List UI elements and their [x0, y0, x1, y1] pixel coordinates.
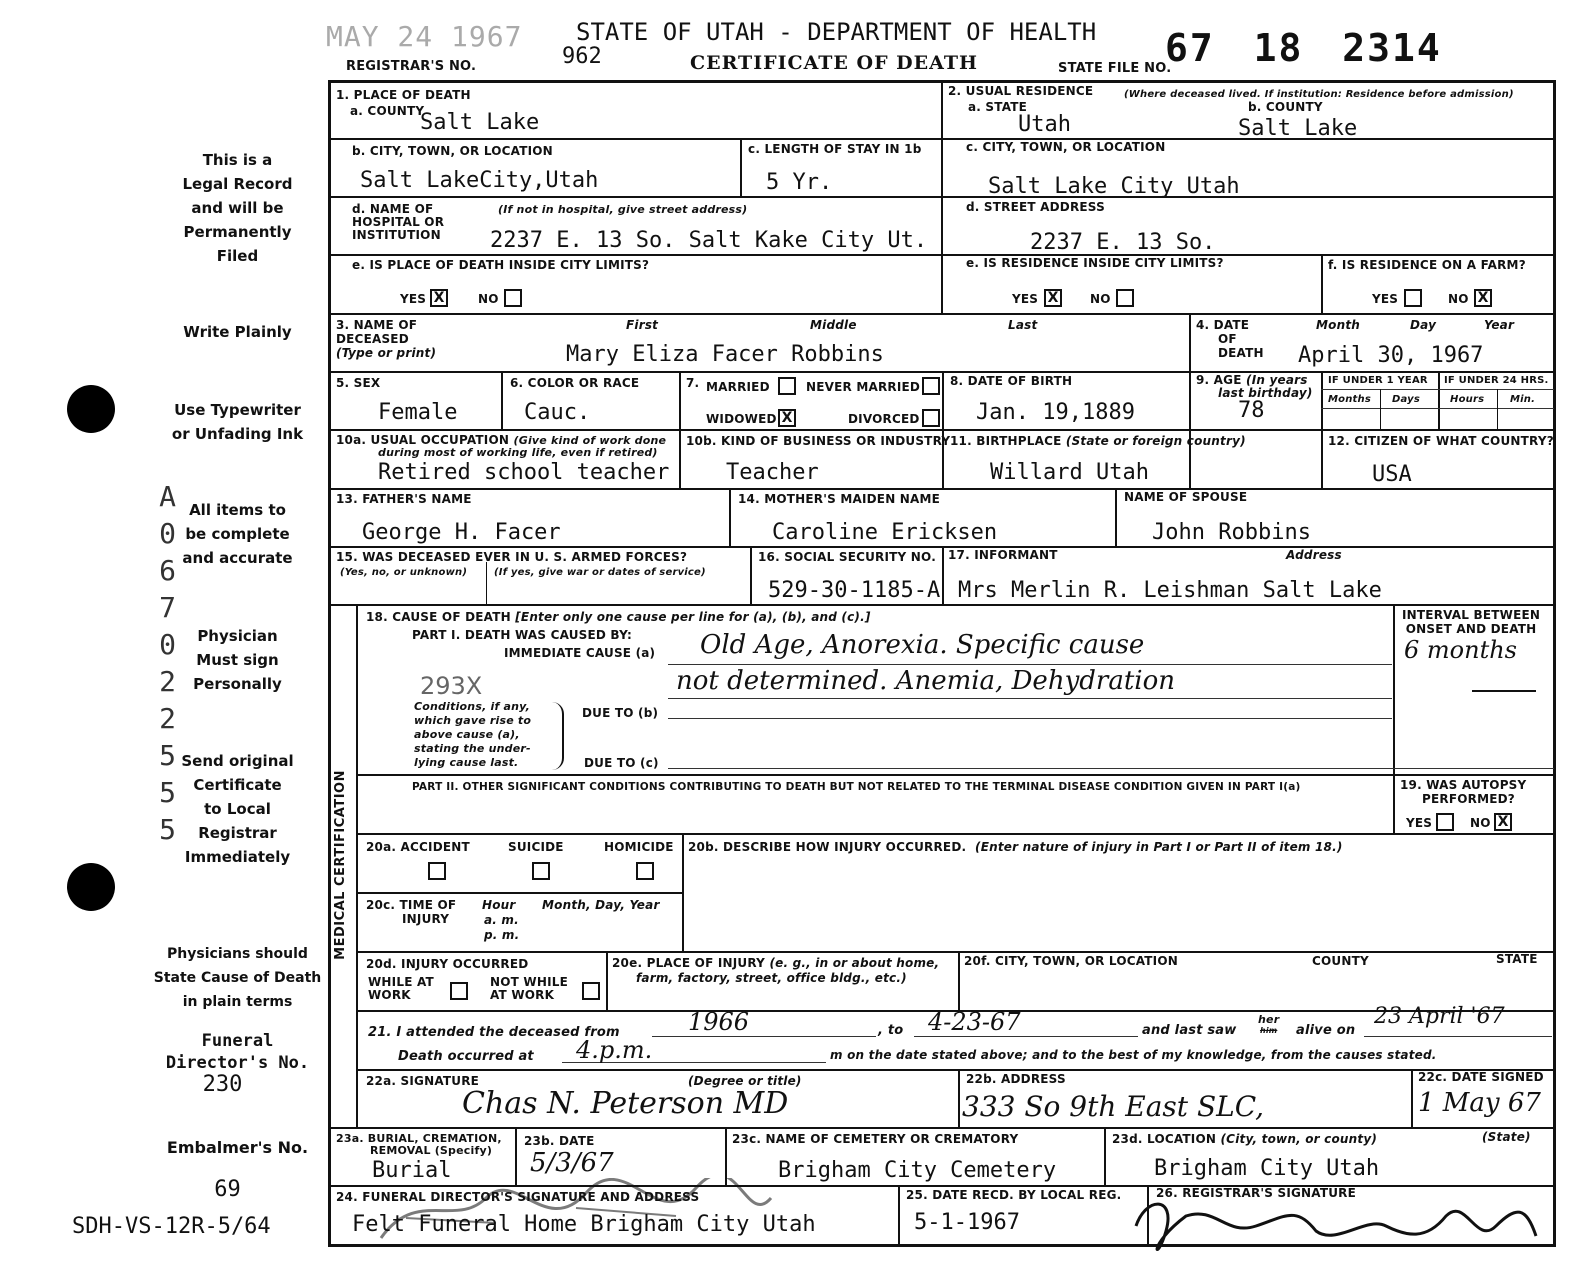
physician-note: Physician Must sign Personally: [193, 627, 282, 693]
label-occupation: 10a. USUAL OCCUPATION (Give kind of work done during most of working life, even if retired): [336, 433, 667, 459]
checkbox-place-city-yes[interactable]: X: [430, 289, 448, 307]
col-line: [958, 1069, 960, 1127]
label-while-at-work: WHILE AT WORK: [368, 975, 434, 1002]
value-citizen: USA: [1372, 462, 1412, 487]
col-line: [942, 546, 944, 604]
value-informant: Mrs Merlin R. Leishman Salt Lake: [958, 578, 1382, 603]
label-under-1-year: IF UNDER 1 YEAR: [1328, 375, 1428, 386]
label-registrar-signature: 26. REGISTRAR'S SIGNATURE: [1156, 1186, 1356, 1200]
label-yes: YES: [1406, 816, 1433, 830]
col-line: [501, 371, 503, 429]
value-physician-signature: Chas N. Peterson MD: [462, 1086, 789, 1121]
label-month: Month: [1316, 318, 1361, 332]
value-street-address: 2237 E. 13 So.: [1030, 230, 1216, 255]
value-code: 293X: [420, 672, 483, 700]
checkbox-homicide[interactable]: [636, 862, 654, 880]
label-armed-forces-note: (Yes, no, or unknown): [340, 567, 468, 578]
registrar-no: 962: [562, 44, 602, 69]
value-attended-from: 1966: [688, 1008, 750, 1036]
cause-b-line: [668, 718, 1392, 719]
label-married: MARRIED: [706, 380, 770, 394]
embalmer-no: 69: [214, 1177, 241, 1202]
registrar-no-label: REGISTRAR'S NO.: [346, 59, 477, 74]
value-mother: Caroline Ericksen: [772, 520, 998, 545]
label-name-of-deceased: 3. NAME OF DECEASED (Type or print): [336, 318, 437, 360]
label-date-received: 25. DATE RECD. BY LOCAL REG.: [906, 1188, 1122, 1202]
label-injury-description: 20b. DESCRIBE HOW INJURY OCCURRED. (Enter nature of injury in Part I or Part II of item 18.): [688, 840, 1343, 854]
checkbox-autopsy-no[interactable]: X: [1494, 813, 1512, 831]
label-industry: 10b. KIND OF BUSINESS OR INDUSTRY: [686, 434, 951, 448]
label-no: NO: [478, 292, 499, 306]
value-death-county: Salt Lake: [420, 110, 540, 135]
label-marital-7: 7.: [686, 376, 700, 390]
age-subline: [1321, 389, 1554, 390]
label-due-to-b: DUE TO (b): [582, 706, 659, 720]
col-line: [941, 82, 943, 313]
label-date-signed: 22c. DATE SIGNED: [1418, 1070, 1544, 1084]
write-plainly-note: Write Plainly: [183, 323, 292, 341]
checkbox-res-city-no[interactable]: [1116, 289, 1134, 307]
col-line: [1321, 254, 1323, 313]
label-interval: INTERVAL BETWEEN ONSET AND DEATH: [1402, 608, 1541, 636]
label-place-of-death: 1. PLACE OF DEATH: [336, 88, 471, 102]
label-conditions: Conditions, if any, which gave rise to above cause (a), stating the under- lying cause last.: [414, 700, 532, 769]
label-part-one: PART I. DEATH WAS CAUSED BY:: [412, 628, 632, 642]
value-social-security: 529-30-1185-A: [768, 578, 941, 603]
label-burial-location: 23d. LOCATION (City, town, or county): [1112, 1132, 1378, 1146]
label-injury-county: COUNTY: [1312, 954, 1369, 968]
label-farm: f. IS RESIDENCE ON A FARM?: [1328, 258, 1526, 272]
value-race: Cauc.: [524, 400, 591, 425]
label-hospital-note: (If not in hospital, give street address): [498, 203, 748, 216]
value-burial-date: 5/3/67: [530, 1148, 614, 1178]
col-line: [606, 951, 608, 1010]
col-line: [1104, 1127, 1106, 1185]
label-no: NO: [1470, 816, 1491, 830]
checkbox-place-city-no[interactable]: [504, 289, 522, 307]
label-minutes: Min.: [1510, 394, 1536, 405]
label-month-day-year: Month, Day, Year: [542, 898, 660, 912]
alive-on-line: [1364, 1036, 1552, 1037]
label-birthplace: 11. BIRTHPLACE (State or foreign country): [950, 434, 1246, 448]
label-hour: Hour a. m. p. m.: [482, 898, 520, 942]
checkbox-widowed[interactable]: X: [778, 409, 796, 427]
row-line: [330, 1127, 1554, 1129]
state-file-label: STATE FILE NO.: [1058, 61, 1172, 76]
value-last-seen: 23 April '67: [1374, 1004, 1505, 1029]
cause-a-line: [668, 664, 1392, 665]
label-accident: 20a. ACCIDENT: [366, 840, 470, 854]
label-first: First: [626, 318, 659, 332]
label-date-of-birth: 8. DATE OF BIRTH: [950, 374, 1073, 388]
label-date-of-death: 4. DATE OF DEATH: [1196, 318, 1264, 360]
label-widowed: WIDOWED: [706, 412, 777, 426]
row-line: [358, 951, 1554, 953]
col-line: [958, 951, 960, 1010]
row-line: [358, 774, 1554, 776]
funeral-director-no: 230: [202, 1072, 243, 1097]
col-line: [1115, 488, 1117, 546]
col-line: [682, 833, 684, 951]
conditions-bracket: [552, 702, 564, 770]
value-date-signed: 1 May 67: [1418, 1088, 1541, 1118]
col-line: [729, 488, 731, 546]
vertical-certificate-number: A067022555: [151, 480, 184, 850]
label-res-inside-city-limits: e. IS RESIDENCE INSIDE CITY LIMITS?: [966, 256, 1224, 270]
label-cemetery: 23c. NAME OF CEMETERY OR CREMATORY: [732, 1132, 1019, 1146]
send-original-note: Send original Certificate to Local Registrar Immediately: [181, 752, 294, 866]
label-middle: Middle: [810, 318, 857, 332]
value-death-city: Salt LakeCity,Utah: [360, 168, 599, 193]
checkbox-accident[interactable]: [428, 862, 446, 880]
embalmer-label: Embalmer's No.: [166, 1138, 309, 1157]
label-no: NO: [1448, 292, 1469, 306]
value-attended-to: 4-23-67: [928, 1008, 1021, 1036]
label-never-married: NEVER MARRIED: [806, 380, 921, 394]
value-res-city: Salt Lake City Utah: [988, 174, 1240, 199]
label-armed-forces-note2: (If yes, give war or dates of service): [494, 567, 706, 578]
row-line: [330, 313, 1554, 315]
plain-terms-note: Physicians should State Cause of Death in plain terms: [153, 946, 322, 1010]
value-sex: Female: [378, 400, 458, 425]
col-line: [898, 1185, 900, 1245]
value-interval: 6 months: [1404, 636, 1517, 664]
label-inside-city-limits: e. IS PLACE OF DEATH INSIDE CITY LIMITS?: [352, 258, 650, 272]
value-birthplace: Willard Utah: [990, 460, 1149, 485]
label-injury-occurred: 20d. INJURY OCCURRED: [366, 957, 529, 971]
col-line: [515, 1127, 517, 1185]
checkbox-while-at-work[interactable]: [450, 982, 468, 1000]
value-cemetery: Brigham City Cemetery: [778, 1158, 1057, 1183]
value-funeral-home: Felt Funeral Home Brigham City Utah: [352, 1212, 816, 1237]
value-disposition: Burial: [372, 1158, 452, 1183]
row-line: [358, 892, 684, 894]
label-informant: 17. INFORMANT: [948, 548, 1058, 562]
label-not-while-at-work: NOT WHILE AT WORK: [490, 975, 568, 1002]
label-alive-on: alive on: [1296, 1023, 1356, 1038]
value-length-of-stay: 5 Yr.: [766, 170, 833, 195]
medical-section-line: [356, 604, 358, 1127]
label-res-city: c. CITY, TOWN, OR LOCATION: [966, 140, 1166, 154]
label-due-to-c: DUE TO (c): [584, 756, 659, 770]
funeral-director-label: Funeral Director's No.: [165, 1031, 310, 1073]
label-armed-forces: 15. WAS DECEASED EVER IN U. S. ARMED FORCES?: [336, 550, 688, 564]
label-hospital: d. NAME OF HOSPITAL OR INSTITUTION: [352, 202, 445, 242]
value-occupation: Retired school teacher: [378, 460, 670, 485]
checkbox-divorced[interactable]: [922, 409, 940, 427]
registrar-signature: [1126, 1186, 1546, 1256]
value-age: 78: [1238, 398, 1265, 423]
label-disposition: 23a. BURIAL, CREMATION, REMOVAL (Specify): [336, 1132, 502, 1157]
label-race: 6. COLOR OR RACE: [510, 376, 640, 390]
row-line: [358, 1069, 1554, 1071]
row-line: [330, 488, 1554, 490]
checkbox-farm-no[interactable]: X: [1474, 289, 1492, 307]
label-usual-residence: 2. USUAL RESIDENCE: [948, 84, 1094, 98]
interval-dash: [1472, 690, 1536, 692]
typewriter-note: Use Typewriter or Unfading Ink: [171, 401, 304, 443]
label-day: Day: [1410, 318, 1437, 332]
value-date-of-death: April 30, 1967: [1298, 343, 1484, 368]
col-line: [679, 371, 681, 488]
punch-hole-bottom: [67, 863, 115, 911]
label-no: NO: [1090, 292, 1111, 306]
value-spouse: John Robbins: [1152, 520, 1311, 545]
col-line: [750, 546, 752, 604]
label-attended-from: 21. I attended the deceased from: [368, 1025, 620, 1040]
label-burial-state: (State): [1482, 1130, 1531, 1144]
row-line: [330, 604, 1554, 606]
value-date-of-birth: Jan. 19,1889: [976, 400, 1135, 425]
checkbox-never-married[interactable]: [922, 377, 940, 395]
label-autopsy: 19. WAS AUTOPSY PERFORMED?: [1400, 778, 1527, 806]
attended-to-line: [914, 1036, 1138, 1037]
certificate-title: CERTIFICATE OF DEATH: [690, 52, 978, 74]
col-line: [1189, 313, 1191, 488]
label-city: b. CITY, TOWN, OR LOCATION: [352, 144, 553, 158]
col-line: [1497, 389, 1498, 429]
label-injury-city: 20f. CITY, TOWN, OR LOCATION: [964, 954, 1178, 968]
label-homicide: HOMICIDE: [604, 840, 674, 854]
checkbox-farm-yes[interactable]: [1404, 289, 1422, 307]
cause-c-line: [668, 768, 1554, 769]
label-res-county: b. COUNTY: [1248, 100, 1323, 114]
state-file-number: 67 18 2314: [1165, 26, 1442, 70]
checkbox-autopsy-yes[interactable]: [1436, 813, 1454, 831]
value-res-county: Salt Lake: [1238, 116, 1358, 141]
label-physician-address: 22b. ADDRESS: [966, 1072, 1066, 1086]
label-residence-note: (Where deceased lived. If institution: Residence before admission): [1124, 89, 1514, 100]
age-subline: [1321, 408, 1554, 409]
cause-a2-line: [668, 698, 1392, 699]
value-hospital: 2237 E. 13 So. Salt Kake City Ut.: [490, 228, 928, 253]
label-address: Address: [1286, 548, 1342, 562]
label-spouse: NAME OF SPOUSE: [1124, 490, 1248, 504]
label-last-saw: and last saw: [1142, 1023, 1237, 1038]
label-under-24-hours: IF UNDER 24 HRS.: [1444, 375, 1549, 386]
value-father: George H. Facer: [362, 520, 561, 545]
label-injury-state: STATE: [1496, 952, 1538, 966]
label-her-him: her him: [1258, 1013, 1280, 1035]
col-line: [1393, 604, 1395, 833]
received-date-stamp: MAY 24 1967: [326, 20, 523, 53]
col-line: [942, 371, 944, 488]
label-cause-of-death: 18. CAUSE OF DEATH [Enter only one cause per line for (a), (b), and (c).]: [366, 610, 871, 624]
label-age: 9. AGE (In years last birthday): [1196, 373, 1313, 400]
value-name: Mary Eliza Facer Robbins: [566, 342, 884, 367]
value-cause-line-2: not determined. Anemia, Dehydration: [676, 666, 1175, 696]
label-degree: (Degree or title): [688, 1074, 802, 1088]
value-cause-line-1: Old Age, Anorexia. Specific cause: [700, 630, 1145, 660]
label-burial-date: 23b. DATE: [524, 1134, 595, 1148]
label-yes: YES: [1012, 292, 1039, 306]
label-county: a. COUNTY: [350, 104, 425, 118]
checkbox-not-at-work[interactable]: [582, 982, 600, 1000]
label-citizen: 12. CITIZEN OF WHAT COUNTRY?: [1328, 434, 1554, 448]
col-line: [1411, 1069, 1413, 1127]
label-months: Months: [1328, 394, 1371, 405]
complete-note: All items to be complete and accurate: [182, 501, 293, 567]
label-last: Last: [1008, 318, 1038, 332]
label-immediate-cause: IMMEDIATE CAUSE (a): [504, 646, 656, 660]
col-line: [740, 138, 742, 196]
label-mother: 14. MOTHER'S MAIDEN NAME: [738, 492, 941, 506]
label-yes: YES: [1372, 292, 1399, 306]
label-divorced: DIVORCED: [848, 412, 920, 426]
col-line: [1438, 371, 1440, 429]
label-res-state: a. STATE: [968, 100, 1028, 114]
label-street-address: d. STREET ADDRESS: [966, 200, 1105, 214]
value-res-state: Utah: [1018, 112, 1071, 137]
label-father: 13. FATHER'S NAME: [336, 492, 472, 506]
col-line: [1380, 389, 1381, 429]
label-signature: 22a. SIGNATURE: [366, 1074, 480, 1088]
agency-title: STATE OF UTAH - DEPARTMENT OF HEALTH: [576, 18, 1097, 46]
value-industry: Teacher: [726, 460, 819, 485]
label-statement: m on the date stated above; and to the best of my knowledge, from the causes stated.: [830, 1048, 1437, 1062]
label-funeral-director: 24. FUNERAL DIRECTOR'S SIGNATURE AND ADDRESS: [336, 1190, 700, 1204]
label-length-of-stay: c. LENGTH OF STAY IN 1b: [748, 142, 922, 156]
col-line: [486, 562, 487, 604]
label-time-of-injury: 20c. TIME OF INJURY: [366, 898, 457, 926]
label-sex: 5. SEX: [336, 376, 381, 390]
label-year: Year: [1484, 318, 1515, 332]
medical-certification-label: MEDICAL CERTIFICATION: [333, 770, 348, 960]
col-line: [725, 1127, 727, 1185]
checkbox-suicide[interactable]: [532, 862, 550, 880]
label-hours: Hours: [1450, 394, 1485, 405]
label-place-of-injury: 20e. PLACE OF INJURY (e. g., in or about home, farm, factory, street, office bldg., etc.): [612, 956, 940, 985]
label-social-security: 16. SOCIAL SECURITY NO.: [758, 550, 936, 564]
label-to: , to: [878, 1023, 904, 1038]
funeral-director-signature: [376, 1178, 776, 1241]
value-burial-location: Brigham City Utah: [1154, 1156, 1380, 1181]
attended-from-line: [652, 1036, 876, 1037]
label-yes: YES: [400, 292, 427, 306]
row-line: [358, 833, 1554, 835]
legal-record-note: This is a Legal Record and will be Permanently Filed: [182, 151, 293, 265]
checkbox-res-city-yes[interactable]: X: [1044, 289, 1062, 307]
value-physician-address: 333 So 9th East SLC,: [962, 1090, 1265, 1123]
checkbox-married[interactable]: [778, 377, 796, 395]
value-date-received: 5-1-1967: [914, 1210, 1020, 1235]
value-death-time: 4.p.m.: [576, 1036, 653, 1064]
form-number: SDH-VS-12R-5/64: [72, 1214, 271, 1239]
label-suicide: SUICIDE: [508, 840, 564, 854]
punch-hole-top: [67, 385, 115, 433]
label-death-occurred: Death occurred at: [398, 1049, 534, 1064]
label-part-two: PART II. OTHER SIGNIFICANT CONDITIONS CONTRIBUTING TO DEATH BUT NOT RELATED TO THE TERMINAL DISEASE CONDITION GIVEN IN PART I(a): [412, 781, 1301, 793]
label-days: Days: [1392, 394, 1421, 405]
